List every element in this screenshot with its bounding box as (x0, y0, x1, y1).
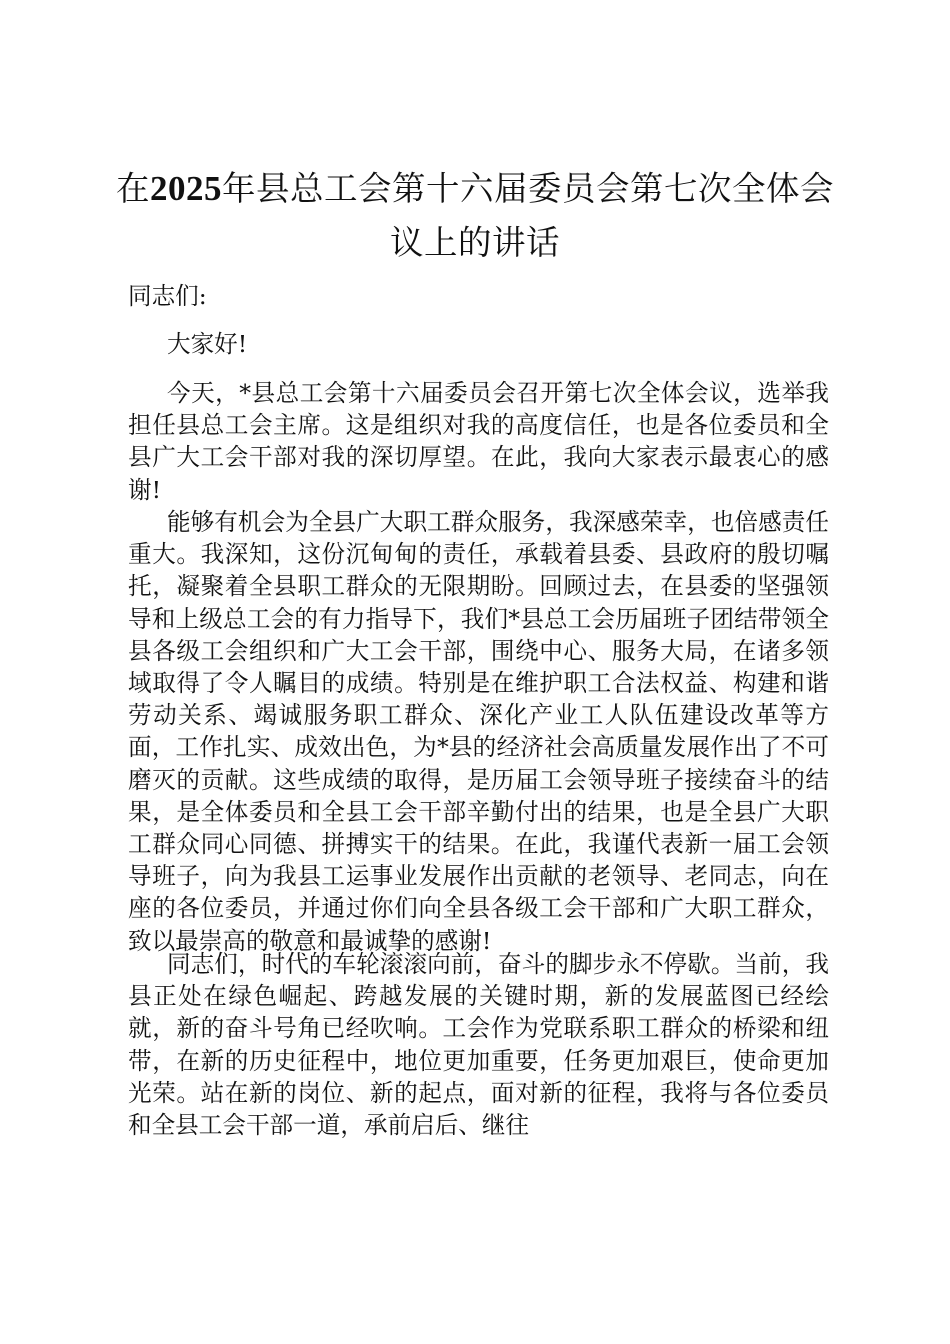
title-suffix: 年县总工会第十六届委员会第七次全体会议上的讲话 (222, 169, 834, 262)
paragraph-1: 今天，*县总工会第十六届委员会召开第七次全体会议，选举我担任县总工会主席。这是组织对我的高度信任，也是各位委员和全县广大工会干部对我的深切厚望。在此，我向大家表示最衷心的感谢! (128, 379, 829, 504)
paragraph-2: 能够有机会为全县广大职工群众服务，我深感荣幸，也倍感责任重大。我深知，这份沉甸甸的责任，承载着县委、县政府的殷切嘱托，凝聚着全县职工群众的无限期盼。回顾过去，在县委的坚强领导和上级总工会的有力指导下，我们*县总工会历届班子团结带领全县各级工会组织和广大工会干部，围绕中心、服务大局，在诸多领域取得了令人瞩目的成绩。特别是在维护职工合法权益、构建和谐劳动关系、竭诚服务职工群众、深化产业工人队伍建设改革等方面，工作扎实、成效出色，为*县的经济社会高质量发展作出了不可磨灭的贡献。这些成绩的取得，是历届工会领导班子接续奋斗的结果，是全体委员和全县工会干部辛勤付出的结果，也是全县广大职工群众同心同德、拼搏实干的结果。在此，我谨代表新一届工会领导班子，向为我县工运事业发展作出贡献的老领导、老同志，向在座的各位委员，并通过你们向全县各级工会干部和广大职工群众，致以最崇高的敬意和最诚挚的感谢! (128, 508, 829, 955)
title-year: 2025 (150, 169, 222, 208)
salutation: 同志们: (128, 282, 207, 310)
speech-title (100, 162, 850, 270)
greeting: 大家好! (167, 330, 248, 358)
paragraph-3: 同志们，时代的车轮滚滚向前，奋斗的脚步永不停歇。当前，我县正处在绿色崛起、跨越发展的关键时期，新的发展蓝图已经绘就，新的奋斗号角已经吹响。工会作为党联系职工群众的桥梁和纽带，在新的历史征程中，地位更加重要，任务更加艰巨，使命更加光荣。站在新的岗位、新的起点，面对新的征程，我将与各位委员和全县工会干部一道，承前启后、继往 (128, 950, 829, 1140)
title-prefix: 在 (116, 169, 150, 208)
